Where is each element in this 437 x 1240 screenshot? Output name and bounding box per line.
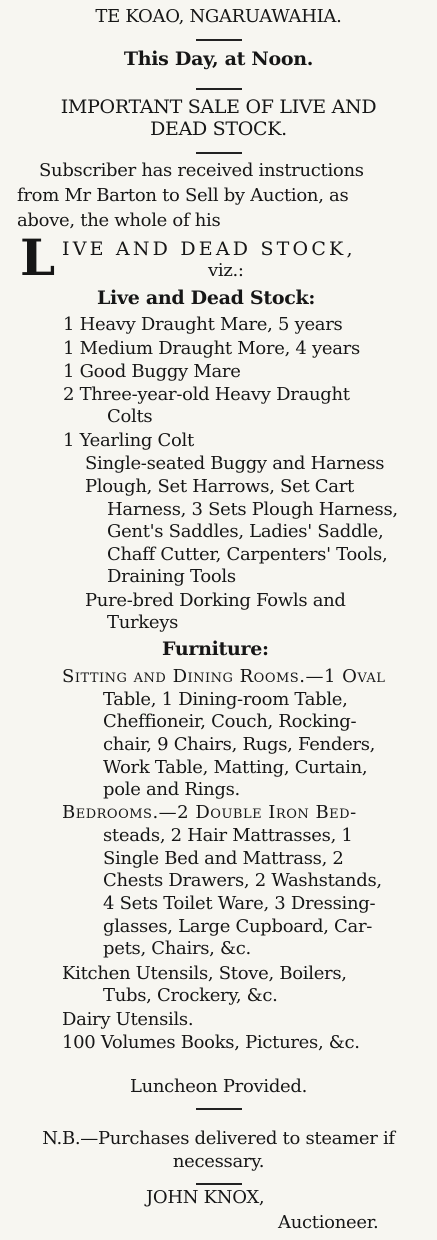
bedrooms-line: steads, 2 Hair Mattrasses, 1 (103, 825, 353, 846)
intro-line-1: Subscriber has received instructions (39, 160, 364, 181)
sitting-dining-line: Sitting and Dining Rooms.—1 Oval (62, 666, 386, 687)
place-heading: TE KOAO, NGARUAWAHIA. (95, 6, 342, 27)
stock-line: 1 Good Buggy Mare (63, 361, 241, 382)
stock-line: 1 Yearling Colt (63, 430, 194, 451)
sitting-dining-line: Table, 1 Dining-room Table, (103, 689, 348, 710)
sitting-dining-line: pole and Rings. (103, 779, 240, 800)
stock-line: Harness, 3 Sets Plough Harness, (107, 499, 398, 520)
live-dead-stock-caps: IVE AND DEAD STOCK, (62, 238, 356, 260)
stock-line: 2 Three-year-old Heavy Draught (63, 384, 350, 405)
furniture-heading: Furniture: (162, 638, 269, 660)
nb-line-2: necessary. (172, 1151, 265, 1172)
luncheon-notice: Luncheon Provided. (129, 1076, 308, 1097)
intro-line-3: above, the whole of his (17, 210, 221, 231)
stock-line: Chaff Cutter, Carpenters' Tools, (107, 544, 388, 565)
stock-line: Gent's Saddles, Ladies' Saddle, (107, 521, 384, 542)
stock-line: Single-seated Buggy and Harness (85, 453, 385, 474)
divider (196, 1108, 242, 1110)
bedrooms-line: pets, Chairs, &c. (103, 938, 251, 959)
bedrooms-line: glasses, Large Cupboard, Car- (103, 916, 373, 937)
divider (196, 1183, 242, 1185)
stock-line: Draining Tools (107, 566, 236, 587)
sale-title-line-1: IMPORTANT SALE OF LIVE AND (60, 96, 377, 118)
stock-line: Plough, Set Harrows, Set Cart (85, 476, 354, 497)
stock-line: Colts (107, 406, 153, 427)
intro-line-2: from Mr Barton to Sell by Auction, as (17, 185, 349, 206)
time-heading: This Day, at Noon. (123, 48, 314, 70)
other-furniture-line: Tubs, Crockery, &c. (103, 985, 278, 1006)
divider (196, 39, 242, 41)
auctioneer-name: JOHN KNOX, (146, 1187, 265, 1208)
divider (196, 88, 242, 90)
sitting-dining-line: chair, 9 Chairs, Rugs, Fenders, (103, 734, 376, 755)
bedrooms-line: Bedrooms.—2 Double Iron Bed- (62, 802, 357, 823)
stock-line: Pure-bred Dorking Fowls and (85, 590, 346, 611)
drop-cap: L (20, 228, 56, 287)
auctioneer-role: Auctioneer. (278, 1212, 379, 1233)
other-furniture-line: 100 Volumes Books, Pictures, &c. (62, 1032, 360, 1053)
sitting-dining-line: Cheffioneir, Couch, Rocking- (103, 711, 357, 732)
sitting-dining-line: Work Table, Matting, Curtain, (103, 757, 368, 778)
stock-line: Turkeys (107, 612, 179, 633)
stock-line: 1 Medium Draught More, 4 years (63, 338, 360, 359)
bedrooms-line: Single Bed and Mattrass, 2 (103, 848, 344, 869)
nb-line-1: N.B.—Purchases delivered to steamer if (42, 1128, 395, 1149)
other-furniture-line: Kitchen Utensils, Stove, Boilers, (62, 963, 347, 984)
bedrooms-line: Chests Drawers, 2 Washstands, (103, 870, 382, 891)
sale-title-line-2: DEAD STOCK. (150, 118, 287, 140)
other-furniture-line: Dairy Utensils. (62, 1009, 194, 1030)
viz-label: viz.: (208, 260, 244, 281)
live-dead-stock-heading: Live and Dead Stock: (97, 287, 316, 309)
bedrooms-line: 4 Sets Toilet Ware, 3 Dressing- (103, 893, 376, 914)
divider (196, 152, 242, 154)
stock-line: 1 Heavy Draught Mare, 5 years (63, 314, 343, 335)
